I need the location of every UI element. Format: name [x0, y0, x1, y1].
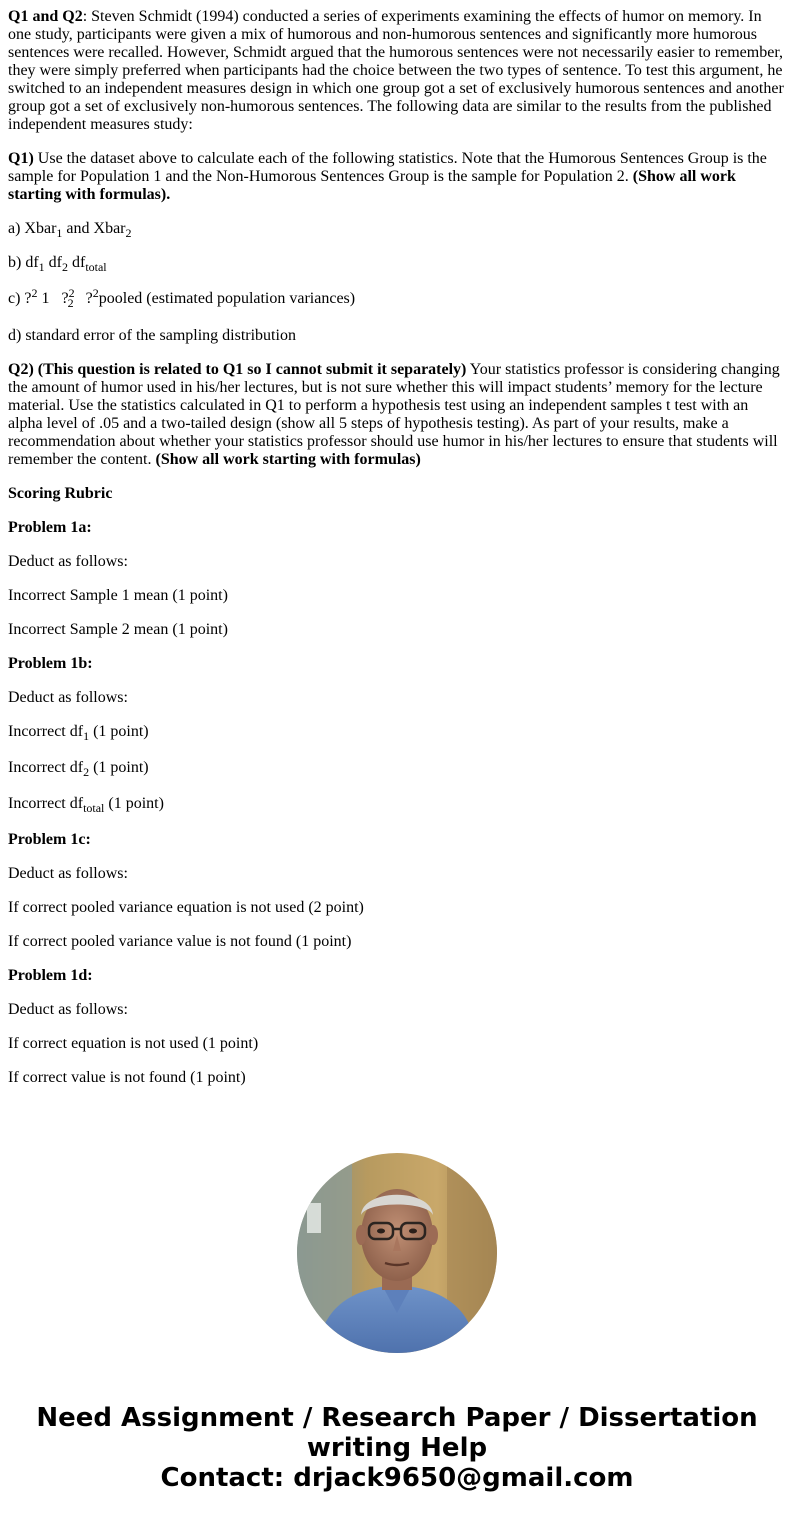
- problem-1c-deduct: Deduct as follows:: [8, 865, 128, 882]
- problem-1c-item: If correct pooled variance value is not found (1 point): [8, 933, 352, 950]
- q2-label: Q2) (This question is related to Q1 so I cannot submit it separately): [8, 361, 467, 378]
- banner-line-2: writing Help: [306, 1433, 488, 1463]
- intro-text: : Steven Schmidt (1994) conducted a series of experiments examining the effects of humor on memory. In one study, participants were given a mix of humorous and non-humorous sentences and significantly more humorous sentences were recalled. However, Schmidt argued that the humorous sentences were not necessarily easier to remember, they were simply preferred when participants had the choice between the two types of sentence. To test this argument, he switched to an independent measures design in which one group got a set of exclusively humorous sentences and another group got a set of exclusively non-humorous sentences. The following data are similar to the results from the published independent measures study:: [8, 8, 784, 133]
- problem-1b-item-df2: Incorrect $df_2$ (1 point): [8, 759, 149, 779]
- problem-1c-title: Problem 1c:: [8, 831, 91, 848]
- problem-1d-deduct: Deduct as follows:: [8, 1001, 128, 1018]
- q2-paragraph: [8, 361, 786, 469]
- q1-emphasis: (Show all work starting with formulas).: [8, 168, 736, 203]
- contact-banner: [0, 1403, 794, 1493]
- q1-item-a: a) Xbar$_1$ and Xbar$_2$: [8, 220, 132, 240]
- q1-item-b: b) $df_1$ $df_2$ $df_{total}$: [8, 254, 107, 274]
- q1-label: Q1): [8, 150, 34, 167]
- portrait-image: [297, 1153, 497, 1353]
- problem-1d-item: If correct value is not found (1 point): [8, 1069, 246, 1086]
- problem-1a-title: Problem 1a:: [8, 519, 92, 536]
- problem-1b-title: Problem 1b:: [8, 655, 93, 672]
- intro-heading: Q1 and Q2: [8, 8, 83, 25]
- rubric-title: Scoring Rubric: [8, 485, 113, 502]
- problem-1a-item: Incorrect Sample 1 mean (1 point): [8, 587, 228, 604]
- problem-1b-item-df1: Incorrect $df_1$ (1 point): [8, 723, 149, 743]
- problem-1b-item-dftotal: Incorrect $df_{total}$ (1 point): [8, 795, 164, 815]
- q2-emphasis: (Show all work starting with formulas): [155, 451, 421, 468]
- banner-contact: Contact: drjack9650@gmail.com: [160, 1463, 634, 1493]
- q1-paragraph: [8, 150, 786, 204]
- intro-paragraph: [8, 8, 786, 134]
- q1-text: Use the dataset above to calculate each of the following statistics. Note that the Humorous Sentences Group is the sample for Population 1 and the Non-Humorous Sentences Group is the sample for Population 2.: [8, 150, 767, 185]
- q1-item-d: d) standard error of the sampling distribution: [8, 327, 296, 344]
- problem-1a-item: Incorrect Sample 2 mean (1 point): [8, 621, 228, 638]
- author-photo: [297, 1153, 497, 1353]
- problem-1a-deduct: Deduct as follows:: [8, 553, 128, 570]
- problem-1c-item: If correct pooled variance equation is not used (2 point): [8, 899, 364, 916]
- document-body: [8, 8, 786, 1103]
- banner-line-1: Need Assignment / Research Paper / Dissertation: [36, 1403, 758, 1433]
- problem-1b-deduct: Deduct as follows:: [8, 689, 128, 706]
- problem-1d-title: Problem 1d:: [8, 967, 93, 984]
- q2-text: Your statistics professor is considering changing the amount of humor used in his/her lectures, but is not sure whether this will impact students’ memory for the lecture material. Use the statistics calculated in Q1 to perform a hypothesis test using an independent samples t test with an alpha level of .05 and a two-tailed design (show all 5 steps of hypothesis testing). As part of your results, make a recommendation about whether your statistics professor should use humor in his/her lectures to ensure that students will remember the content.: [8, 361, 780, 468]
- q1-item-c: c) ?$^2$ 1 ?$^2_2$ ?$^2$pooled (estimated population variances): [8, 286, 356, 310]
- problem-1d-item: If correct equation is not used (1 point): [8, 1035, 259, 1052]
